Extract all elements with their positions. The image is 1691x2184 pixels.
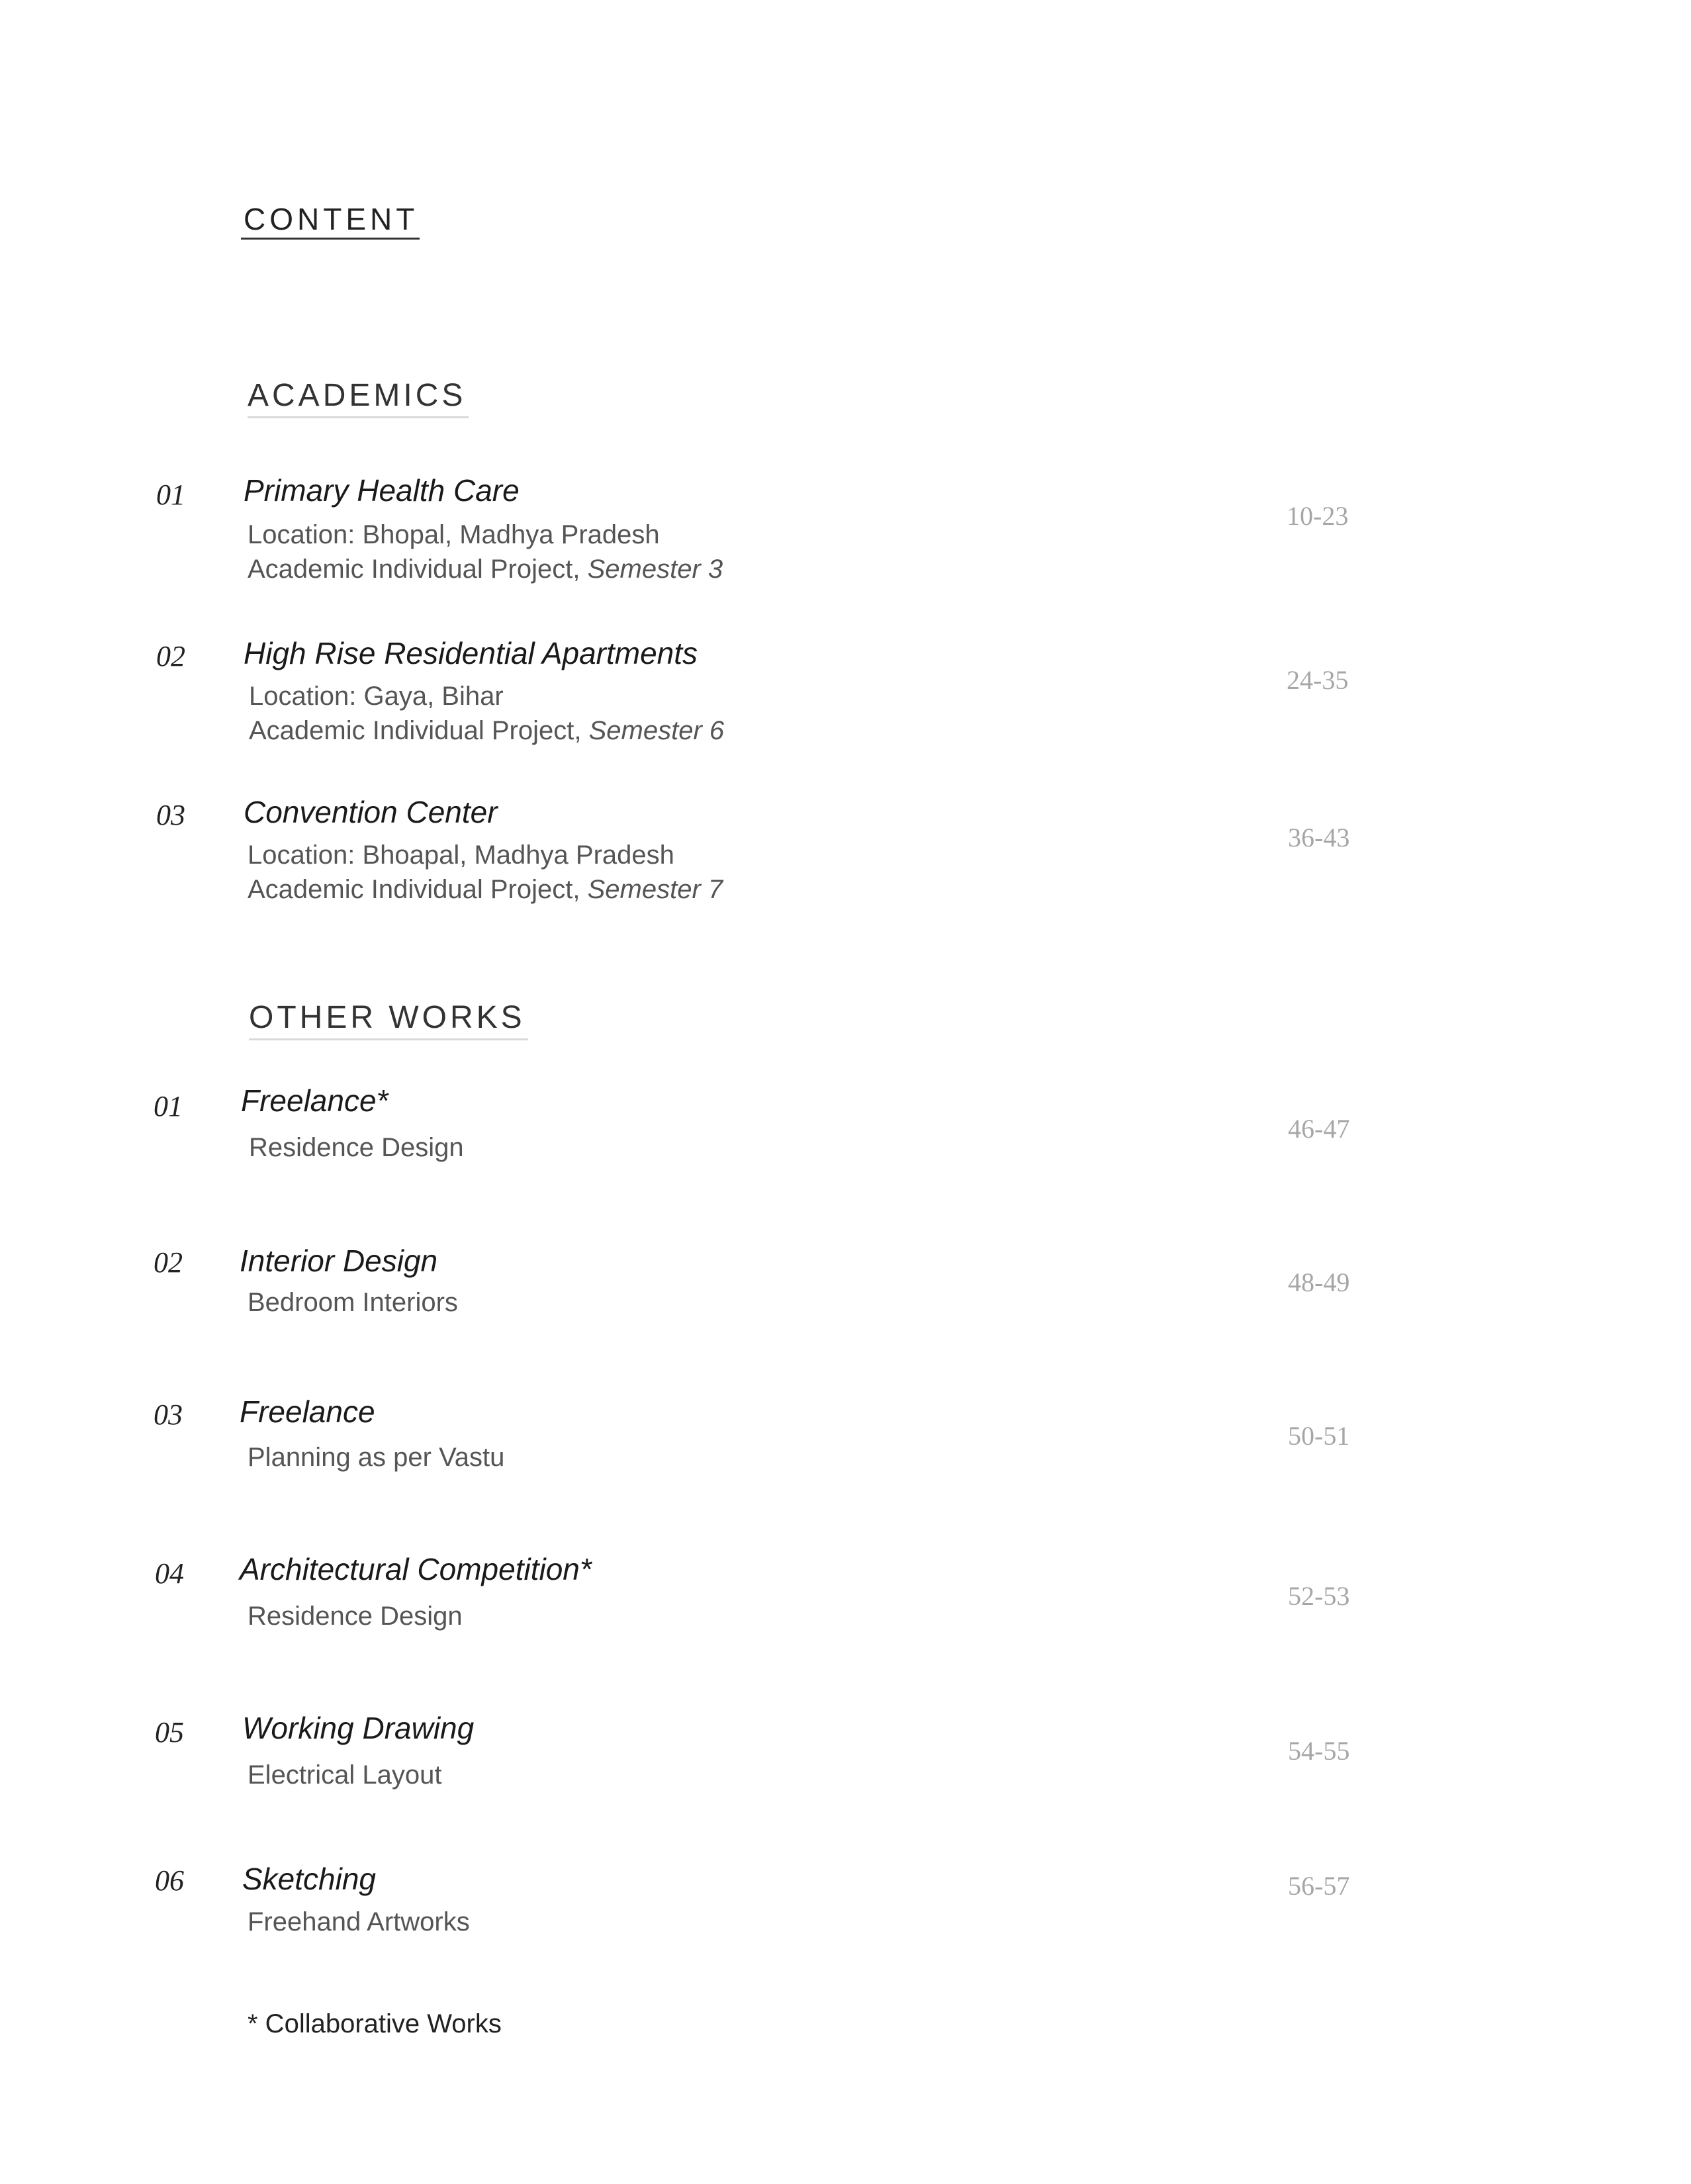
item-subtitle: Residence Design <box>248 1602 463 1631</box>
item-pages: 36-43 <box>1288 823 1350 852</box>
item-title: Interior Design <box>240 1244 438 1278</box>
item-project <box>248 875 723 905</box>
item-number: 03 <box>156 799 185 831</box>
item-number: 01 <box>156 478 185 511</box>
item-number: 02 <box>154 1246 183 1279</box>
item-pages: 50-51 <box>1288 1421 1350 1451</box>
item-title: Freelance <box>240 1394 375 1429</box>
item-location: Location: Gaya, Bihar <box>249 682 504 711</box>
academics-heading: ACADEMICS <box>248 379 469 418</box>
item-title: High Rise Residential Apartments <box>244 636 698 670</box>
footnote: * Collaborative Works <box>248 2009 502 2038</box>
item-pages: 10-23 <box>1287 501 1349 531</box>
item-number: 03 <box>154 1398 183 1431</box>
item-title: Convention Center <box>244 795 498 829</box>
item-location: Location: Bhoapal, Madhya Pradesh <box>248 841 674 870</box>
project-type: Academic Individual Project, <box>248 875 580 904</box>
other-works-heading: OTHER WORKS <box>249 1001 528 1040</box>
item-number: 06 <box>155 1864 184 1897</box>
project-semester: Semester 7 <box>587 875 723 904</box>
project-semester: Semester 3 <box>587 555 723 584</box>
item-number: 05 <box>155 1716 184 1749</box>
item-location: Location: Bhopal, Madhya Pradesh <box>248 520 660 549</box>
item-pages: 46-47 <box>1288 1114 1350 1144</box>
item-subtitle: Electrical Layout <box>248 1760 442 1790</box>
item-project <box>249 716 724 746</box>
page-title: CONTENT <box>241 203 420 240</box>
item-pages: 48-49 <box>1288 1267 1350 1297</box>
item-title: Freelance* <box>241 1083 388 1118</box>
item-pages: 24-35 <box>1287 665 1349 695</box>
item-number: 01 <box>154 1090 183 1122</box>
item-pages: 56-57 <box>1288 1871 1350 1901</box>
item-project <box>248 555 723 584</box>
item-number: 04 <box>155 1557 184 1590</box>
project-type: Academic Individual Project, <box>248 555 580 584</box>
item-title: Working Drawing <box>242 1711 475 1745</box>
item-subtitle: Freehand Artworks <box>248 1907 470 1936</box>
item-subtitle: Planning as per Vastu <box>248 1443 505 1472</box>
item-number: 02 <box>156 640 185 672</box>
item-pages: 52-53 <box>1288 1581 1350 1611</box>
item-subtitle: Bedroom Interiors <box>248 1288 458 1317</box>
item-subtitle: Residence Design <box>249 1133 464 1162</box>
item-pages: 54-55 <box>1288 1736 1350 1766</box>
project-type: Academic Individual Project, <box>249 716 582 745</box>
item-title: Primary Health Care <box>244 473 520 508</box>
item-title: Architectural Competition* <box>240 1552 592 1586</box>
item-title: Sketching <box>242 1862 377 1896</box>
project-semester: Semester 6 <box>588 716 725 745</box>
